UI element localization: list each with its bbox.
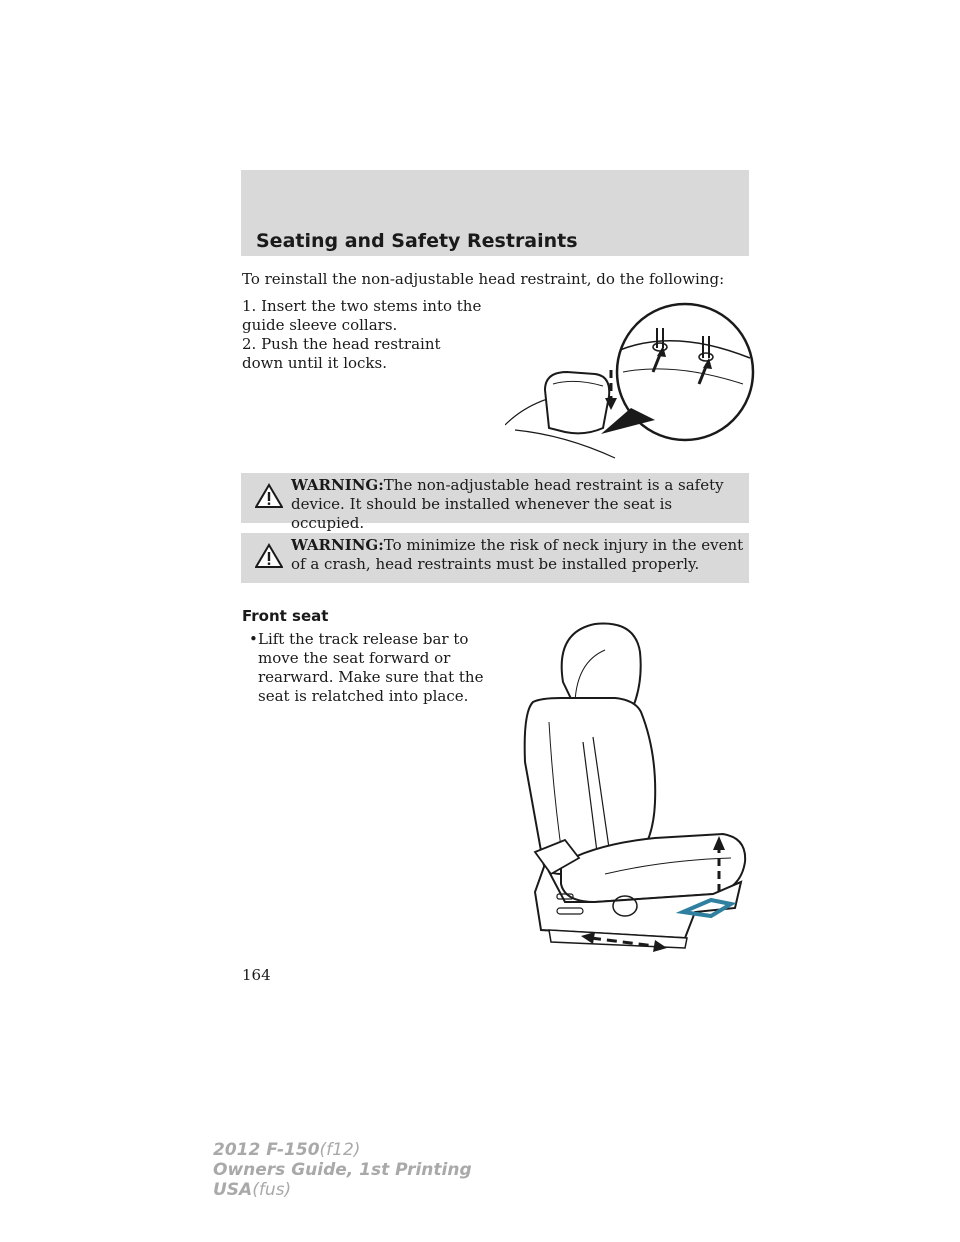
warning-box-2 xyxy=(241,533,749,583)
page-number: 164 xyxy=(242,966,271,984)
front-seat-illustration xyxy=(505,612,755,957)
warning-box-1 xyxy=(241,473,749,532)
warning-label: WARNING: xyxy=(291,536,384,554)
footer-region: USA xyxy=(213,1180,253,1200)
warning-triangle-icon xyxy=(255,543,283,569)
section-title: Seating and Safety Restraints xyxy=(256,230,578,252)
footer-model-code: (f12) xyxy=(319,1140,361,1160)
step-1: 1. Insert the two stems into the guide sleeve collars. xyxy=(242,297,482,334)
footer-line-2: Owners Guide, 1st Printing xyxy=(213,1160,472,1180)
footer-model: 2012 F-150 xyxy=(213,1140,320,1160)
warning-label: WARNING: xyxy=(291,476,384,494)
footer-line-1 xyxy=(213,1140,360,1160)
warning-triangle-icon xyxy=(255,483,283,509)
front-seat-heading: Front seat xyxy=(242,607,329,625)
warning-text-2 xyxy=(291,536,746,574)
front-seat-bullet: Lift the track release bar to move the seat forward or rearward. Make sure that the seat is relatched into place. xyxy=(258,630,484,705)
step-2: 2. Push the head restraint down until it locks. xyxy=(242,335,441,372)
warning-text-1 xyxy=(291,476,746,533)
warning-message: The non-adjustable head restraint is a safety device. It should be installed whenever the seat is occupied. xyxy=(291,476,724,532)
footer-line-3 xyxy=(213,1180,291,1200)
intro-text: To reinstall the non-adjustable head restraint, do the following: xyxy=(242,270,725,288)
warning-message: To minimize the risk of neck injury in the event of a crash, head restraints must be installed properly. xyxy=(291,536,744,573)
bullet-icon: • xyxy=(249,630,258,648)
footer-region-code: (fus) xyxy=(252,1180,292,1200)
head-restraint-illustration xyxy=(505,300,765,460)
